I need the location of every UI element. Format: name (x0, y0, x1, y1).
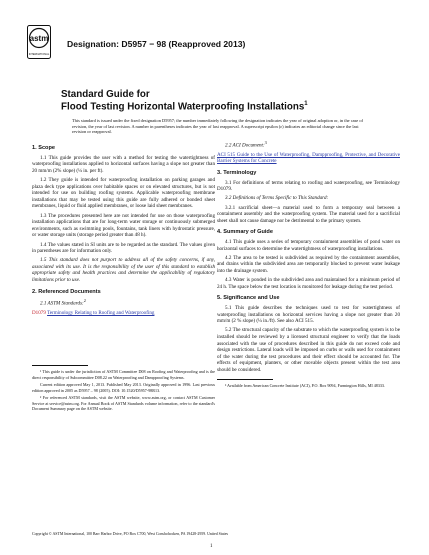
designation: Designation: D5957 − 98 (Reapproved 2013) (67, 39, 246, 49)
left-column (32, 140, 215, 414)
astm-standards-label: 2.1 ASTM Standards:$^2$ (40, 298, 86, 307)
para-3-2: 3.2 Definitions of Terms Specific to This Standard: (225, 195, 329, 202)
para-4-3: 4.3 Water is ponded in the subdivided area and maintained for a minimum period of 24 h. The space below the test location is monitored for leakage during the test period. (217, 277, 400, 290)
footnote-2: ² For referenced ASTM standards, visit the ASTM website, www.astm.org, or contact ASTM Customer Service at service@astm.org. For Annual Book of ASTM Standards volume information, refer to the standard's Document Summary page on the ASTM website. (32, 395, 215, 411)
para-1-4: 1.4 The values stated in SI units are to be regarded as the standard. The values given in parentheses are for information only. (32, 241, 215, 255)
para-1-2: 1.2 They guide is intended for waterproofing installation on parking garages and plaza deck type applications over habitable spaces or on elevated structures, but is not intended for use on building roofing systems. Applicable waterproofing membrane installations that may be tested using this guide are fully adhered or bonded sheet membranes, liquid or fluid applied membranes, or loose laid sheet membranes. (32, 176, 215, 210)
footnote-rule-right (217, 379, 273, 380)
svg-text:INTERNATIONAL: INTERNATIONAL (28, 53, 50, 56)
footnote-1: ¹ This guide is under the jurisdiction of ASTM Committee D08 on Roofing and Waterproofing and is the direct responsibility of Subcommittee D08.22 on Waterproofing and Dampproofing Systems. (32, 369, 215, 380)
page-number: 1 (210, 544, 213, 549)
para-5-1: 5.1 This guide describes the techniques used to test for watertightness of waterproofing installations on horizontal services having a slope not greater than 20 mm/m (2 % slope) (¼ in./ft). See also ACI 515. (217, 304, 400, 325)
summary-heading: 4. Summary of Guide (217, 229, 273, 236)
footnote-3: ³ Available from American Concrete Institute (ACI), P.O. Box 9094, Farmington Hills, MI 48333. (225, 383, 385, 389)
footnote-rule (32, 365, 88, 366)
para-4-2: 4.2 The area to be tested is subdivided as required by the containment assemblies, and drains within the subdivided area are temporarily blocked to prevent water leakage into the drainage system. (217, 254, 400, 274)
terminology-heading: 3. Terminology (217, 170, 257, 177)
para-1-3: 1.3 The procedures presented here are not intended for use on those waterproofing installation applications that are for long-term water storage or continuously submerged environments, such as swimming pools, fountains, tank liners with hydrostatic pressure, or water storage units (storage period greater than 48 h). (32, 212, 215, 239)
ref-d1079-code[interactable]: D1079 (32, 310, 46, 317)
title-line-1: Standard Guide for (61, 89, 150, 100)
astm-logo (27, 25, 51, 59)
para-4-1: 4.1 This guide uses a series of temporary containment assemblies of pond water on horizontal surfaces to determine the watertightness of waterproofing installations. (217, 239, 400, 252)
aci-515-link[interactable]: ACI 515 Guide to the Use of Waterproofing, Dampproofing, Protective, and Decorative Barrier Systems for Concrete (217, 151, 400, 165)
significance-heading: 5. Significance and Use (217, 295, 280, 302)
ref-d1079-link[interactable]: Terminology Relating to Roofing and Waterproofing (47, 310, 155, 317)
svg-text:astm: astm (29, 34, 49, 43)
para-3-1: 3.1 For definitions of terms relating to roofing and waterproofing, see Terminology D1079. (217, 179, 400, 193)
para-1-1: 1.1 This guide provides the user with a method for testing the watertightness of waterproofing installations applied to horizontal surfaces having a slope not greater than 20 mm/m (2% slope) (¼ in. per ft). (32, 154, 215, 174)
ref-d1079[interactable] (32, 310, 215, 317)
copyright-footer: Copyright © ASTM International, 100 Barr Harbor Drive, PO Box C700, West Conshohocken, PA 19428-2959. United States (32, 532, 228, 536)
title-footnote-mark: 1 (304, 101, 308, 107)
footnote-1b: Current edition approved May 1, 2013. Published May 2013. Originally approved in 1996. Last previous edition approved in 2005 as D5957 – 98 (2005). DOI: 10.1520/D5957-98R13. (32, 382, 215, 393)
aci-doc-label: 2.2 ACI Document:$^3$ (225, 140, 267, 149)
para-1-5: 1.5 This standard does not purport to address all of the safety concerns, if any, associated with its use. It is the responsibility of the user of this standard to establish appropriate safety and health practices and determine the applicability of regulatory limitations prior to use. (32, 257, 215, 284)
right-column (217, 140, 400, 391)
issuance-notice: This standard is issued under the fixed designation D5957; the number immediately following the designation indicates the year of original adoption or, in the case of revision, the year of last revision. A number in parentheses indicates the year of last reapproval. A superscript epsilon (ε) indicates an editorial change since the last revision or reapproval. (72, 118, 363, 135)
scope-heading: 1. Scope (32, 145, 56, 151)
para-3-2-1: 3.2.1 sacrificial sheet—a material used to form a temporary seal between a containment assembly and the waterproofing system. The material used for a sacrificial sheet shall not cause damage nor be detrimental to the primary system. (217, 204, 400, 224)
referenced-docs-heading: 2. Referenced Documents (32, 288, 101, 295)
title-text: Flood Testing Horizontal Waterproofing Installations (61, 101, 305, 113)
title-line-2 (61, 101, 308, 112)
para-5-2: 5.2 The structural capacity of the substrate to which the waterproofing system is to be installed should be reviewed by a licensed structural engineer to verify that the loads associated with the use of procedures described in this guide do not exceed code and design restrictions. Lateral loads will be imposed on curbs or walls used for containment of the water during the test procedures and their effect should be accounted for. The effects of equipment, planters, or other movable objects present within the test area should be considered. (217, 327, 400, 373)
